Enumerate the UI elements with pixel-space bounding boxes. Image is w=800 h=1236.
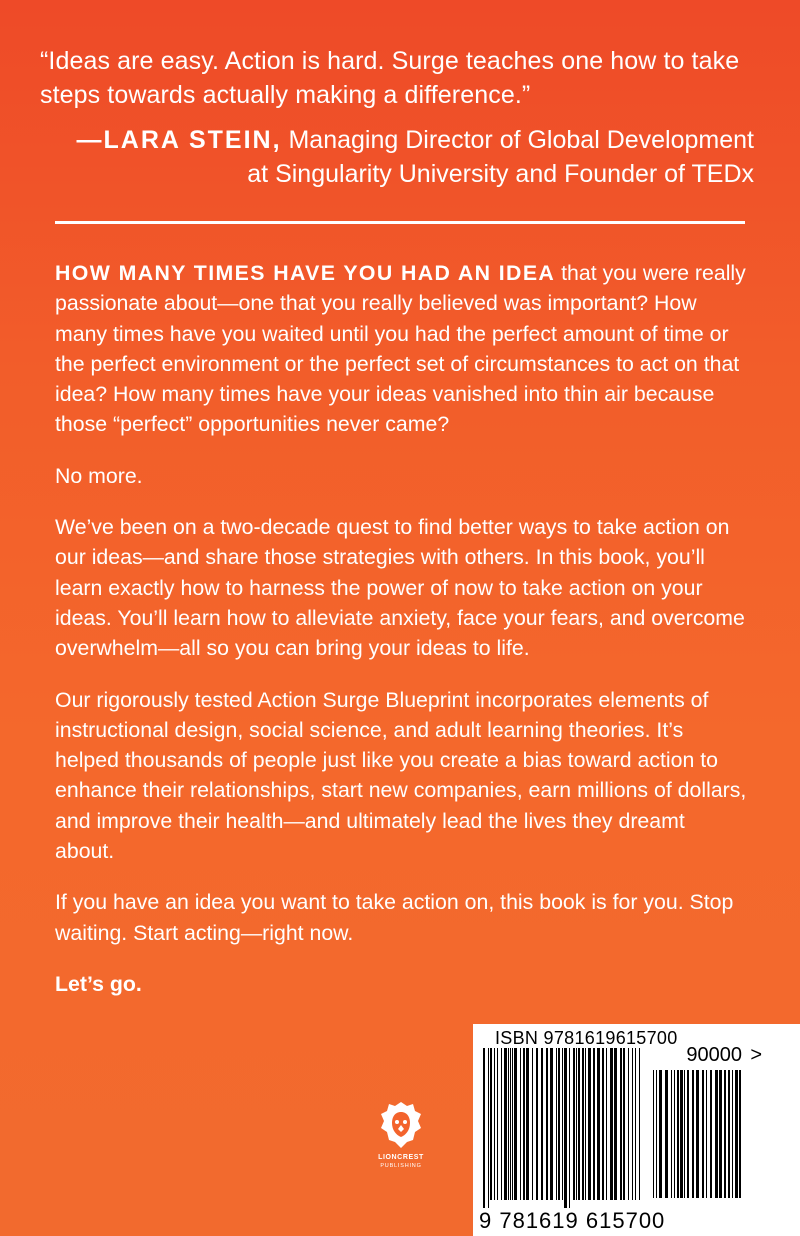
barcode-bar bbox=[684, 1070, 685, 1198]
blurb-paragraph-2: No more. bbox=[55, 463, 143, 488]
barcode-bar bbox=[569, 1048, 570, 1208]
barcode-bar bbox=[483, 1048, 485, 1208]
blurb-paragraph-1 bbox=[55, 258, 747, 440]
barcode-bar bbox=[639, 1048, 640, 1200]
barcode-bar bbox=[635, 1048, 636, 1200]
endorsement-attribution bbox=[34, 123, 754, 191]
price-code: 90000 bbox=[686, 1044, 742, 1066]
barcode-bar bbox=[582, 1048, 584, 1200]
barcode-bar bbox=[719, 1070, 722, 1198]
publisher-logo bbox=[366, 1100, 436, 1190]
barcode-bar bbox=[623, 1048, 625, 1200]
barcode-bar bbox=[556, 1048, 557, 1200]
barcode-bar bbox=[692, 1070, 694, 1198]
isbn-label: ISBN 9781619615700 bbox=[495, 1028, 678, 1048]
barcode-bar bbox=[632, 1048, 633, 1200]
barcode-bar bbox=[504, 1048, 507, 1200]
barcode-bar bbox=[550, 1048, 553, 1200]
barcode-bar bbox=[614, 1048, 617, 1200]
barcode-bar bbox=[508, 1048, 509, 1200]
barcode-bar bbox=[659, 1070, 662, 1198]
barcode-bar bbox=[606, 1048, 607, 1200]
barcode-bar bbox=[715, 1070, 718, 1198]
attribution-name: —LARA STEIN, bbox=[76, 126, 282, 154]
barcode-bar bbox=[573, 1048, 575, 1200]
barcode-bar bbox=[597, 1048, 600, 1200]
barcode-bar bbox=[671, 1070, 672, 1198]
barcode-bar bbox=[497, 1048, 498, 1200]
barcode-bar bbox=[728, 1070, 730, 1198]
barcode-bar bbox=[732, 1070, 733, 1198]
barcode-bar bbox=[687, 1070, 689, 1198]
barcode-bar bbox=[490, 1048, 492, 1200]
barcode-bar bbox=[546, 1048, 548, 1200]
barcode-bar bbox=[541, 1048, 543, 1200]
barcode-bar bbox=[724, 1070, 726, 1198]
blurb-paragraph-1-text: that you were really passionate about—one that you really believed was important? How many times have you waited until you had the perfect amount of time or the perfect environment or the perfect set of circumstances to act on that idea? How many times have your ideas vanished into thin air because those “perfect” opportunities never came? bbox=[55, 261, 746, 437]
barcode-bar bbox=[677, 1070, 679, 1198]
barcode-bar bbox=[501, 1048, 502, 1200]
barcode-bar bbox=[588, 1048, 591, 1200]
barcode-bar bbox=[558, 1048, 560, 1200]
blurb-paragraph-5: If you have an idea you want to take action on, this book is for you. Stop waiting. Start acting—right now. bbox=[55, 890, 734, 945]
barcode-bar bbox=[510, 1048, 511, 1200]
barcode-bar bbox=[562, 1048, 563, 1200]
barcode-bar bbox=[696, 1070, 699, 1198]
barcode-bar bbox=[514, 1048, 517, 1200]
barcode-bar bbox=[706, 1070, 707, 1198]
barcode-bar bbox=[665, 1070, 668, 1198]
barcode-bar bbox=[512, 1048, 513, 1200]
divider-rule bbox=[55, 221, 745, 224]
addon-barcode-bars bbox=[651, 1070, 747, 1206]
endorsement-quote bbox=[40, 44, 760, 112]
price-arrow: > bbox=[750, 1044, 762, 1066]
barcode-bar bbox=[526, 1048, 529, 1200]
barcode-bar bbox=[523, 1048, 525, 1200]
blurb-closing: Let’s go. bbox=[55, 971, 142, 996]
barcode-bar bbox=[620, 1048, 622, 1200]
barcode-bar bbox=[702, 1070, 704, 1198]
quote-text: “Ideas are easy. Action is hard. Surge teaches one how to take steps towards actually making a difference.” bbox=[40, 47, 740, 109]
blurb-paragraph-3: We’ve been on a two-decade quest to find better ways to take action on our ideas—and share those strategies with others. In this book, you’ll learn exactly how to harness the power of now to take action on your ideas. You’ll learn how to alleviate anxiety, face your fears, and overcome overwhelm—all so you can bring your ideas to life. bbox=[55, 515, 745, 661]
barcode-bar bbox=[653, 1070, 654, 1198]
barcode-bar bbox=[520, 1048, 521, 1200]
attribution-title-1: Managing Director of Global Development bbox=[288, 126, 754, 154]
barcode-bar bbox=[536, 1048, 538, 1200]
barcode-bar bbox=[628, 1048, 629, 1200]
attribution-title-2: at Singularity University and Founder of TEDx bbox=[247, 160, 754, 188]
publisher-subtitle: PUBLISHING bbox=[380, 1163, 422, 1169]
blurb-lead-in: HOW MANY TIMES HAVE YOU HAD AN IDEA bbox=[55, 261, 556, 285]
blurb-paragraph-4: Our rigorously tested Action Surge Blueprint incorporates elements of instructional design, social science, and adult learning theories. It’s helped thousands of people just like you create a bias toward action to enhance their relationships, start new companies, earn millions of dollars, and improve their health—and ultimately lead the lives they dreamt about. bbox=[55, 687, 747, 864]
ean-barcode-bars bbox=[481, 1048, 646, 1213]
barcode-bar bbox=[494, 1048, 495, 1200]
barcode-bar bbox=[532, 1048, 533, 1200]
barcode-bar bbox=[593, 1048, 595, 1200]
barcode-bar bbox=[674, 1070, 675, 1198]
barcode-bar bbox=[739, 1070, 741, 1198]
lion-head-icon bbox=[379, 1100, 423, 1150]
blurb-body bbox=[55, 258, 747, 1020]
barcode-bar bbox=[610, 1048, 613, 1200]
barcode-bar bbox=[564, 1048, 567, 1208]
barcode-bar bbox=[578, 1048, 580, 1200]
barcode-bar bbox=[576, 1048, 577, 1200]
barcode-bar bbox=[488, 1048, 489, 1208]
barcode-bar bbox=[680, 1070, 683, 1198]
barcode-bar bbox=[735, 1070, 738, 1198]
barcode-bar bbox=[602, 1048, 604, 1200]
barcode-bar bbox=[585, 1048, 586, 1200]
barcode-bar bbox=[656, 1070, 657, 1198]
isbn-barcode bbox=[473, 1024, 800, 1236]
barcode-bar bbox=[710, 1070, 712, 1198]
publisher-name: LIONCREST bbox=[378, 1154, 424, 1161]
barcode-digits: 9 781619 615700 bbox=[479, 1208, 666, 1233]
